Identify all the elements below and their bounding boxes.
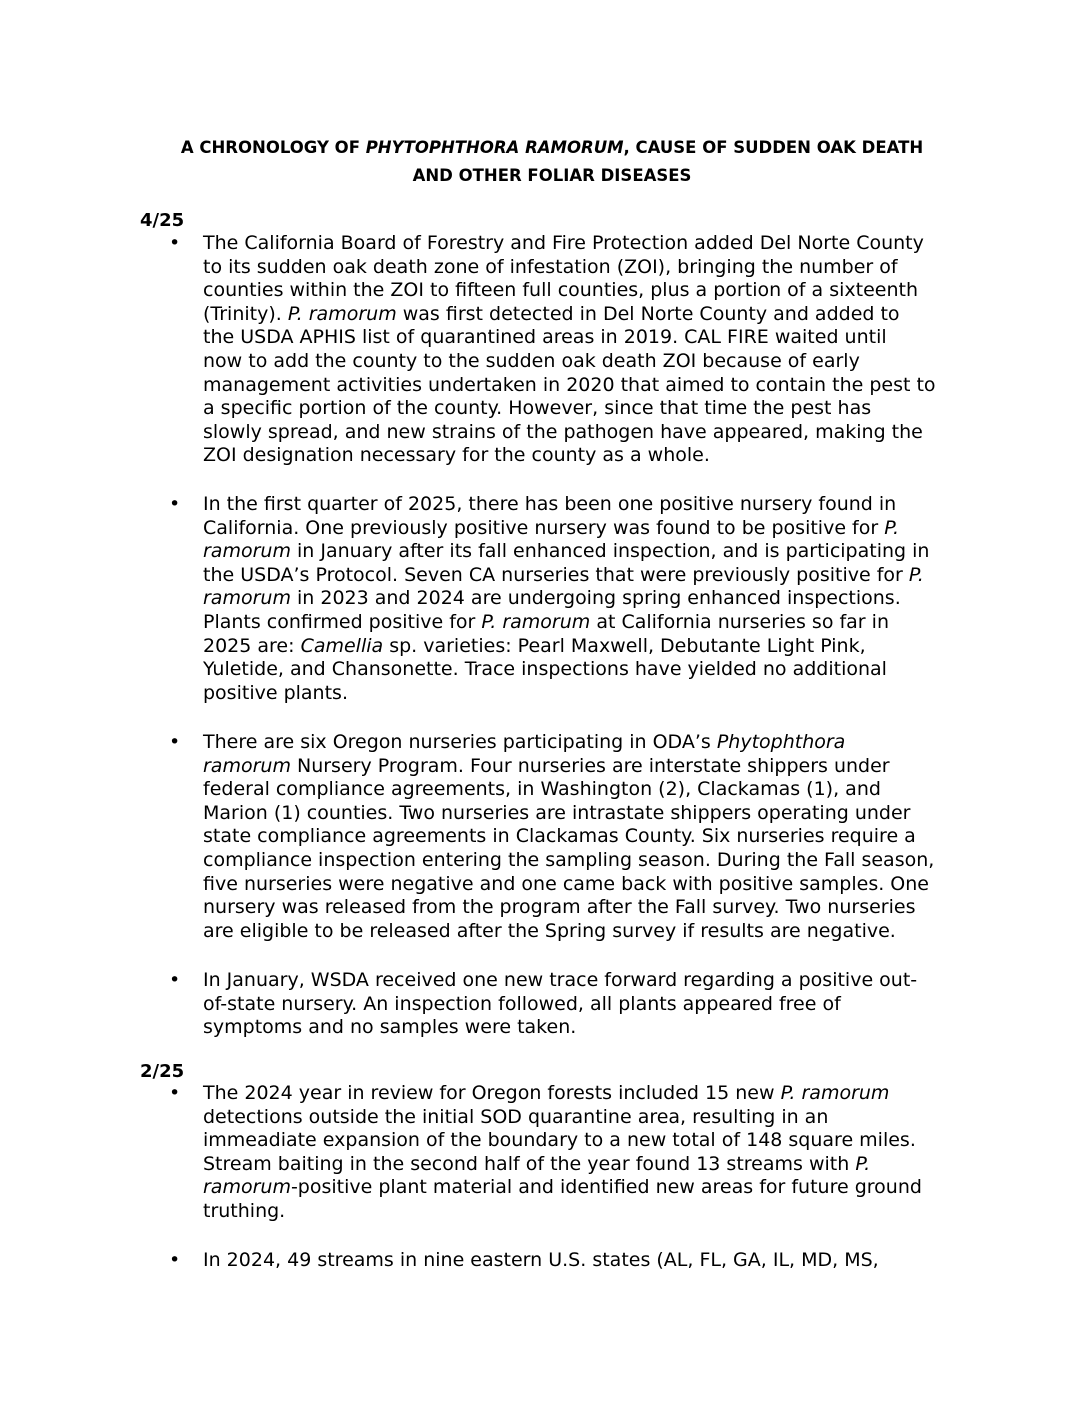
- text-run: was first detected in Del Norte County and added to: [396, 302, 900, 325]
- text-line: [203, 279, 973, 303]
- bullet-icon: •: [169, 232, 181, 254]
- bullet-text: [203, 232, 973, 468]
- bullet-text: [203, 969, 973, 1040]
- text-line: [203, 1082, 973, 1106]
- text-line: [203, 849, 973, 873]
- section-date-2-25: 2/25: [140, 1061, 185, 1082]
- text-line: [203, 1249, 973, 1273]
- text-run: Nursery Program. Four nurseries are interstate shippers under: [290, 754, 890, 777]
- text-run: In the first quarter of 2025, there has been one positive nursery found in: [203, 493, 897, 515]
- text-run: federal compliance agreements, in Washington (2), Clackamas (1), and: [203, 778, 881, 801]
- text-line: [203, 303, 973, 327]
- text-run: (Trinity).: [203, 302, 288, 325]
- italic-text: P. ramorum: [287, 302, 397, 325]
- bullet-text: [203, 1249, 973, 1273]
- text-run: now to add the county to the sudden oak death ZOI because of early: [203, 349, 860, 372]
- text-line: [203, 896, 973, 920]
- text-run: Plants confirmed positive for: [203, 610, 482, 633]
- italic-text: P. ramorum: [481, 610, 591, 633]
- bullet-icon: •: [169, 493, 181, 515]
- text-run: in 2023 and 2024 are undergoing spring enhanced inspections.: [290, 587, 901, 610]
- text-line: [203, 873, 973, 897]
- text-run: a specific portion of the county. However, since that time the pest has: [203, 397, 872, 420]
- bullet-text: [203, 1082, 973, 1224]
- text-run: to its sudden oak death zone of infestation (ZOI), bringing the number of: [203, 255, 898, 278]
- text-line: [203, 755, 973, 779]
- bullet-icon: •: [169, 969, 181, 991]
- text-run: are eligible to be released after the Spring survey if results are negative.: [203, 919, 896, 942]
- italic-text: ramorum: [203, 754, 291, 777]
- italic-text: P.: [884, 516, 900, 539]
- text-line: [203, 802, 973, 826]
- text-line: [203, 825, 973, 849]
- text-run: In January, WSDA received one new trace forward regarding a positive out-: [203, 969, 918, 991]
- italic-text: P. ramorum: [780, 1082, 890, 1104]
- text-line: [203, 397, 973, 421]
- text-line: [203, 421, 973, 445]
- text-run: 2025 are:: [203, 634, 301, 657]
- text-line: [203, 1200, 973, 1224]
- text-run: The 2024 year in review for Oregon forests included 15 new: [203, 1082, 781, 1104]
- text-run: detections outside the initial SOD quarantine area, resulting in an: [203, 1105, 829, 1128]
- bullet-icon: •: [169, 1082, 181, 1104]
- italic-text: P.: [908, 563, 924, 586]
- text-run: counties within the ZOI to fifteen full counties, plus a portion of a sixteenth: [203, 279, 918, 302]
- text-run: compliance inspection entering the sampling season. During the Fall season,: [203, 848, 935, 871]
- section-date-4-25: 4/25: [140, 210, 185, 231]
- title-line-1: A CHRONOLOGY OF PHYTOPHTHORA RAMORUM, CAUSE OF SUDDEN OAK DEATH: [180, 138, 924, 157]
- text-line: [203, 326, 973, 350]
- text-line: [203, 540, 973, 564]
- text-line: [203, 658, 973, 682]
- bullet-text: [203, 731, 973, 943]
- text-line: [203, 920, 973, 944]
- text-line: [203, 778, 973, 802]
- text-run: Yuletide, and Chansonette. Trace inspections have yielded no additional: [203, 658, 887, 681]
- text-line: [203, 1129, 973, 1153]
- text-run: the USDA APHIS list of quarantined areas in 2019. CAL FIRE waited until: [203, 326, 887, 349]
- text-run: There are six Oregon nurseries participating in ODA’s: [203, 731, 717, 753]
- text-line: [203, 1153, 973, 1177]
- text-line: [203, 611, 973, 635]
- text-run: -positive plant material and identified new areas for future ground: [290, 1176, 922, 1199]
- text-run: The California Board of Forestry and Fire Protection added Del Norte County: [203, 232, 924, 254]
- text-line: [203, 444, 973, 468]
- text-run: California. One previously positive nursery was found to be positive for: [203, 516, 885, 539]
- bullet-icon: •: [169, 1249, 181, 1271]
- document-title: [120, 134, 984, 190]
- italic-text: ramorum: [203, 540, 291, 563]
- text-run: immeadiate expansion of the boundary to a new total of 148 square miles.: [203, 1129, 916, 1152]
- text-run: in January after its fall enhanced inspection, and is participating in: [290, 540, 930, 563]
- italic-text: Camellia: [300, 634, 384, 657]
- text-line: [203, 731, 973, 755]
- title-line-2: AND OTHER FOLIAR DISEASES: [412, 166, 692, 185]
- text-line: [203, 493, 973, 517]
- text-line: [203, 517, 973, 541]
- text-run: state compliance agreements in Clackamas County. Six nurseries require a: [203, 825, 916, 848]
- text-run: management activities undertaken in 2020 that aimed to contain the pest to: [203, 373, 936, 396]
- text-run: symptoms and no samples were taken.: [203, 1016, 577, 1039]
- text-line: [203, 587, 973, 611]
- italic-text: ramorum: [203, 1176, 291, 1199]
- text-run: Stream baiting in the second half of the year found 13 streams with: [203, 1152, 856, 1175]
- text-run: of-state nursery. An inspection followed, all plants appeared free of: [203, 992, 841, 1015]
- text-line: [203, 969, 973, 993]
- text-run: ZOI designation necessary for the county as a whole.: [203, 444, 710, 467]
- italic-text: P.: [855, 1152, 871, 1175]
- italic-text: ramorum: [203, 587, 291, 610]
- text-run: Marion (1) counties. Two nurseries are intrastate shippers operating under: [203, 801, 911, 824]
- text-line: [203, 232, 973, 256]
- text-run: truthing.: [203, 1199, 286, 1222]
- text-run: slowly spread, and new strains of the pathogen have appeared, making the: [203, 420, 923, 443]
- text-line: [203, 374, 973, 398]
- text-line: [203, 635, 973, 659]
- text-run: positive plants.: [203, 681, 348, 704]
- bullet-icon: •: [169, 731, 181, 753]
- text-run: five nurseries were negative and one came back with positive samples. One: [203, 872, 929, 895]
- text-run: In 2024, 49 streams in nine eastern U.S. states (AL, FL, GA, IL, MD, MS,: [203, 1249, 879, 1271]
- text-run: nursery was released from the program after the Fall survey. Two nurseries: [203, 896, 916, 919]
- text-run: at California nurseries so far in: [590, 610, 889, 633]
- text-line: [203, 350, 973, 374]
- text-line: [203, 1106, 973, 1130]
- text-line: [203, 682, 973, 706]
- text-line: [203, 564, 973, 588]
- text-line: [203, 1176, 973, 1200]
- bullet-text: [203, 493, 973, 705]
- text-run: sp. varieties: Pearl Maxwell, Debutante Light Pink,: [383, 634, 866, 657]
- italic-text: Phytophthora: [716, 731, 846, 753]
- text-line: [203, 993, 973, 1017]
- text-line: [203, 1016, 973, 1040]
- text-run: the USDA’s Protocol. Seven CA nurseries that were previously positive for: [203, 563, 909, 586]
- text-line: [203, 256, 973, 280]
